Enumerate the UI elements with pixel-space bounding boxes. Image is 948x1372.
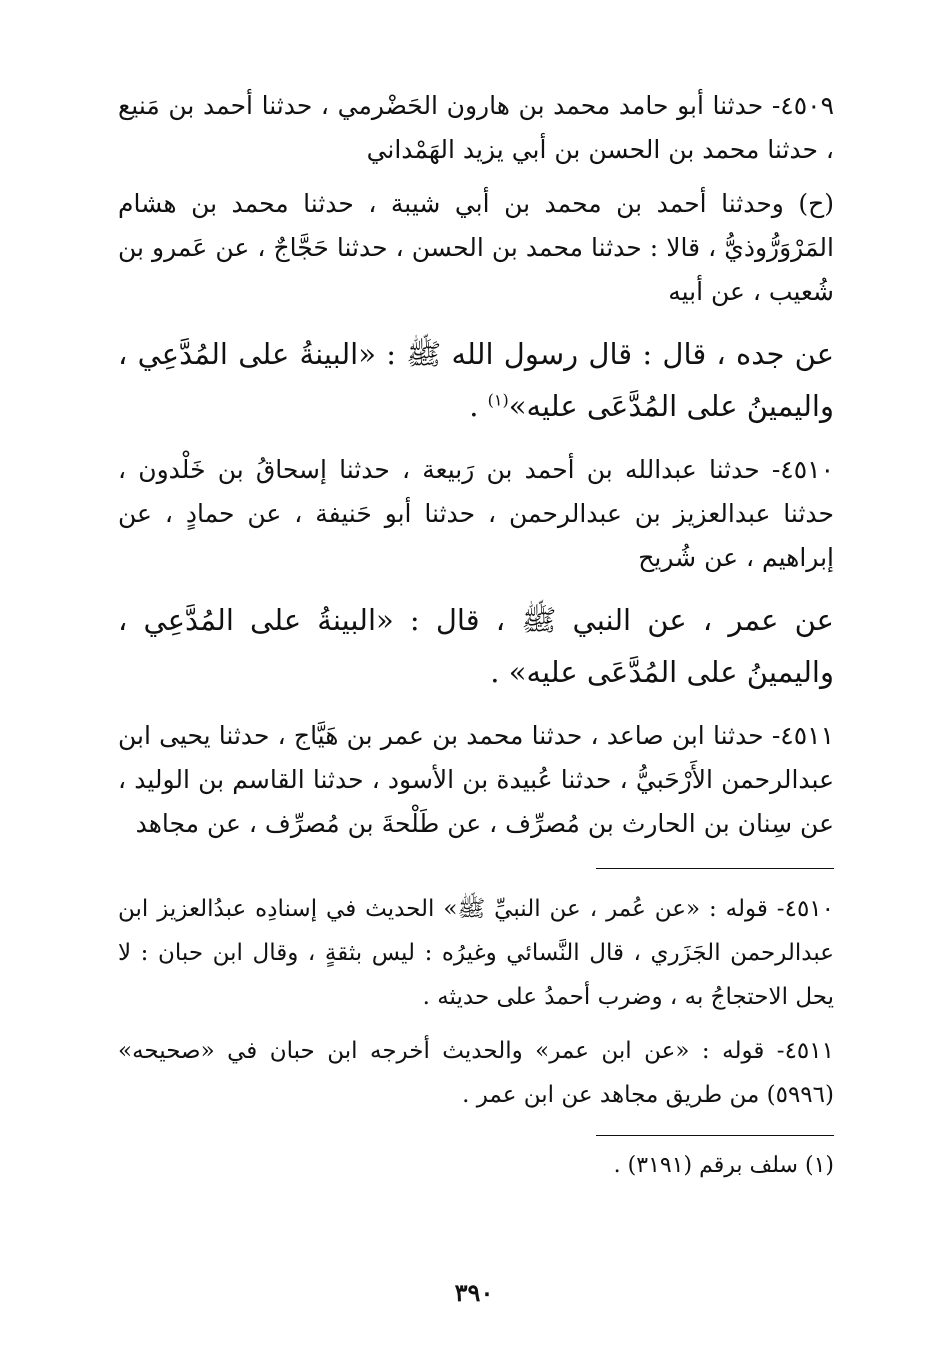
- footnote-separator: [596, 1135, 834, 1136]
- note-4511: ٤٥١١- قوله : «عن ابن عمر» والحديث أخرجه ابن حبان في «صحيحه» (٥٩٩٦) من طريق مجاهد عن ابن عمر .: [118, 1038, 834, 1108]
- footnote: (١) سلف برقم (٣١٩١) .: [613, 1153, 834, 1178]
- hadith-4509-matn: [118, 328, 834, 432]
- notes-separator: [596, 868, 834, 869]
- note-4510: ٤٥١٠- قوله : «عن عُمر ، عن النبيِّ ﷺ» الحديث في إسنادِه عبدُالعزيز ابن عبدالرحمن الجَزَري ، قال النَّسائي وغيرُه : ليس بثقةٍ ، وقال ابن حبان : لا يحل الاحتجاجُ به ، وضرب أحمدُ على حديثه .: [118, 896, 835, 1010]
- footnote-reference: (١): [487, 390, 509, 410]
- page-body: [118, 84, 834, 1186]
- page-number: ٣٩٠: [454, 1278, 494, 1307]
- hadith-4509-matn-end: .: [469, 389, 488, 423]
- hadith-4510-isnad: ٤٥١٠- حدثنا عبدالله بن أحمد بن رَبيعة ، حدثنا إسحاقُ بن خَلْدون ، حدثنا عبدالعزيز بن عبدالرحمن ، حدثنا أبو حَنيفة ، عن حمادٍ ، عن إبراهيم ، عن شُريح: [118, 455, 834, 572]
- hadith-4511-isnad: ٤٥١١- حدثنا ابن صاعد ، حدثنا محمد بن عمر بن هَيَّاج ، حدثنا يحيى ابن عبدالرحمن الأَرْحَبيُّ ، حدثنا عُبيدة بن الأسود ، حدثنا القاسم بن الوليد ، عن سِنان بن الحارث بن مُصرِّف ، عن طَلْحةَ بن مُصرِّف ، عن مجاهد: [118, 721, 834, 838]
- hadith-4510-matn: عن عمر ، عن النبي ﷺ ، قال : «البينةُ على المُدَّعِي ، واليمينُ على المُدَّعَى عليه» .: [118, 603, 834, 689]
- hadith-4509-matn-text: عن جده ، قال : قال رسول الله ﷺ : «البينةُ على المُدَّعِي ، واليمينُ على المُدَّعَى عليه»: [118, 337, 834, 423]
- hadith-4509-isnad-2: (ح) وحدثنا أحمد بن محمد بن أبي شيبة ، حدثنا محمد بن هشام المَرْوَرُّوذيُّ ، قالا : حدثنا محمد بن الحسن ، حدثنا حَجَّاجٌ ، عن عَمرو بن شُعيب ، عن أبيه: [118, 189, 834, 306]
- hadith-4509-isnad-1: ٤٥٠٩- حدثنا أبو حامد محمد بن هارون الحَضْرمي ، حدثنا أحمد بن مَنيع ، حدثنا محمد بن الحسن بن أبي يزيد الهَمْداني: [118, 91, 834, 164]
